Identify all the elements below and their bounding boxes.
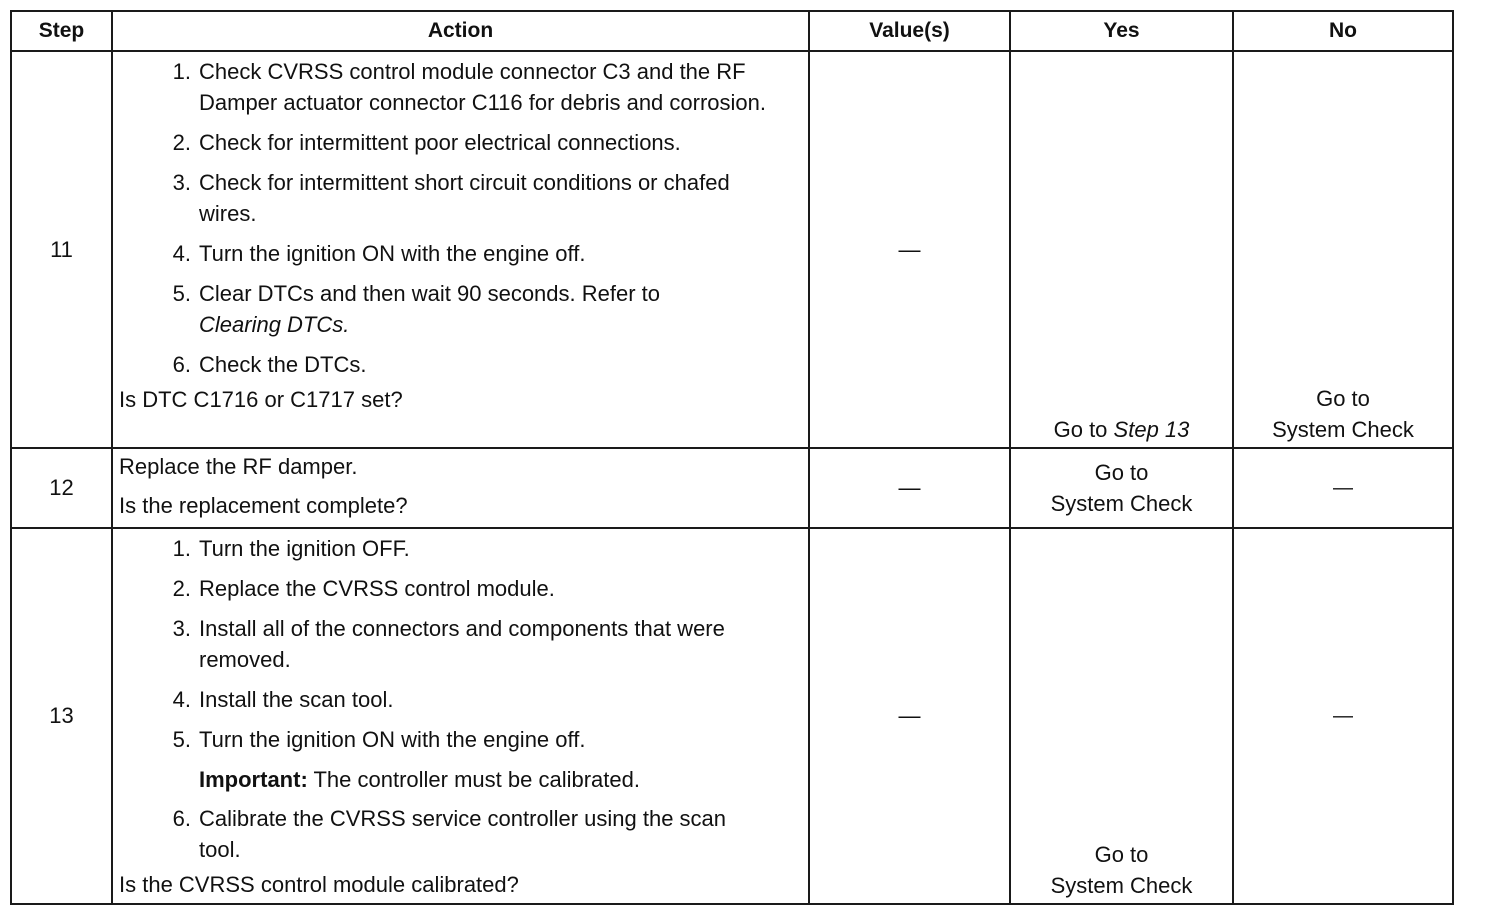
value-cell: — (809, 448, 1010, 528)
header-values: Value(s) (809, 11, 1010, 51)
action-cell (112, 448, 809, 528)
value-cell: — (809, 528, 1010, 904)
list-item: 1. Check CVRSS control module connector C3 and the RF Damper actuator connector C116 for debris and corrosion. (172, 59, 766, 115)
header-no: No (1233, 11, 1453, 51)
important-note: Important: The controller must be calibrated. (199, 767, 640, 792)
table-row-step-12 (11, 448, 1453, 528)
action-cell (112, 51, 809, 448)
step-number: 13 (11, 528, 112, 904)
header-yes: Yes (1010, 11, 1233, 51)
step-number: 12 (11, 448, 112, 528)
question-text: Is the replacement complete? (119, 493, 408, 518)
yes-cell: Go to Step 13 (1010, 51, 1233, 448)
question-text: Is the CVRSS control module calibrated? (119, 872, 519, 897)
table-row-step-13 (11, 528, 1453, 904)
step-13-reference: Step 13 (1113, 417, 1190, 442)
action-cell (112, 528, 809, 904)
list-item: 2. Check for intermittent poor electrical connections. (172, 130, 681, 155)
yes-cell: Go to System Check (1010, 448, 1233, 528)
action-line: Replace the RF damper. (119, 454, 358, 479)
list-item: 4. Install the scan tool. (172, 687, 394, 712)
no-cell: Go to System Check (1233, 51, 1453, 448)
list-item: 3. Install all of the connectors and components that were removed. (172, 616, 725, 672)
list-item: 5. Turn the ignition ON with the engine off. (172, 727, 586, 752)
list-item: 1. Turn the ignition OFF. (172, 536, 410, 561)
table-row-step-11 (11, 51, 1453, 448)
no-cell: — (1233, 528, 1453, 904)
value-cell: — (809, 51, 1010, 448)
list-item: 2. Replace the CVRSS control module. (172, 576, 555, 601)
list-item: 6. Check the DTCs. (172, 352, 367, 377)
list-item: 6. Calibrate the CVRSS service controller using the scan tool. (172, 806, 727, 862)
header-row (11, 11, 1453, 51)
header-action: Action (112, 11, 809, 51)
yes-cell: Go to System Check (1010, 528, 1233, 904)
question-text: Is DTC C1716 or C1717 set? (119, 387, 403, 412)
header-step: Step (11, 11, 112, 51)
list-item: 3. Check for intermittent short circuit conditions or chafed wires. (172, 170, 730, 226)
action-list (119, 533, 792, 755)
action-list-continued (119, 803, 792, 865)
action-list (119, 56, 792, 380)
step-number: 11 (11, 51, 112, 448)
no-cell: — (1233, 448, 1453, 528)
reference-clearing-dtcs: Clearing DTCs. (199, 312, 350, 337)
list-item: 4. Turn the ignition ON with the engine off. (172, 241, 586, 266)
diagnostic-table (10, 10, 1454, 905)
list-item: 5. Clear DTCs and then wait 90 seconds. Refer to Clearing DTCs. (172, 281, 661, 337)
